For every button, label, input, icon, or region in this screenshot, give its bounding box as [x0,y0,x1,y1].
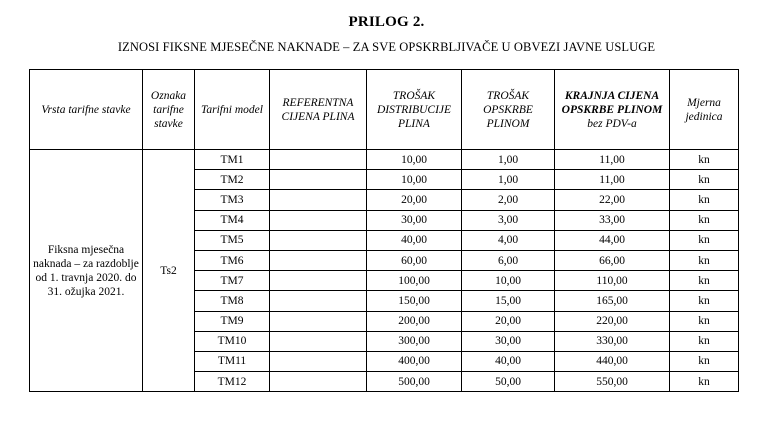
cell-referentna-cijena [270,250,367,270]
header-row [30,70,739,150]
cell-krajnja-cijena: 66,00 [555,250,670,270]
cell-krajnja-cijena: 22,00 [555,190,670,210]
cell-mjerna-jedinica: kn [670,271,739,291]
cell-trosak-opskrbe: 1,00 [462,150,555,170]
cell-referentna-cijena [270,170,367,190]
cell-referentna-cijena [270,210,367,230]
header-vrsta: Vrsta tarifne stavke [30,70,143,150]
cell-trosak-opskrbe: 10,00 [462,271,555,291]
cell-mjerna-jedinica: kn [670,230,739,250]
cell-trosak-opskrbe: 20,00 [462,311,555,331]
table-row [30,150,739,170]
header-krajnja-cijena-main: KRAJNJA CIJENA OPSKRBE PLINOM [561,89,663,116]
cell-trosak-distribucije: 30,00 [367,210,462,230]
cell-referentna-cijena [270,150,367,170]
cell-tarifni-model: TM1 [195,150,270,170]
cell-referentna-cijena [270,372,367,392]
cell-vrsta-tarifne-stavke: Fiksna mjesečna naknada – za razdoblje od 1. travnja 2020. do 31. ožujka 2021. [30,150,143,392]
cell-tarifni-model: TM11 [195,351,270,371]
cell-krajnja-cijena: 11,00 [555,170,670,190]
cell-trosak-distribucije: 10,00 [367,150,462,170]
cell-trosak-distribucije: 10,00 [367,170,462,190]
cell-referentna-cijena [270,271,367,291]
cell-krajnja-cijena: 550,00 [555,372,670,392]
cell-mjerna-jedinica: kn [670,331,739,351]
cell-tarifni-model: TM10 [195,331,270,351]
cell-mjerna-jedinica: kn [670,351,739,371]
cell-referentna-cijena [270,230,367,250]
cell-trosak-distribucije: 60,00 [367,250,462,270]
cell-referentna-cijena [270,190,367,210]
cell-tarifni-model: TM3 [195,190,270,210]
tariff-table [29,69,739,392]
cell-tarifni-model: TM2 [195,170,270,190]
cell-tarifni-model: TM7 [195,271,270,291]
cell-trosak-distribucije: 40,00 [367,230,462,250]
document-subtitle: IZNOSI FIKSNE MJESEČNE NAKNADE – ZA SVE OPSKRBLJIVAČE U OBVEZI JAVNE USLUGE [117,40,656,54]
cell-krajnja-cijena: 220,00 [555,311,670,331]
cell-trosak-distribucije: 500,00 [367,372,462,392]
cell-tarifni-model: TM12 [195,372,270,392]
cell-trosak-opskrbe: 2,00 [462,190,555,210]
cell-trosak-distribucije: 300,00 [367,331,462,351]
cell-mjerna-jedinica: kn [670,311,739,331]
cell-trosak-opskrbe: 1,00 [462,170,555,190]
cell-tarifni-model: TM4 [195,210,270,230]
cell-trosak-distribucije: 150,00 [367,291,462,311]
header-referentna-cijena: REFERENTNA CIJENA PLINA [270,70,367,150]
cell-oznaka-tarifne-stavke: Ts2 [143,150,195,392]
cell-trosak-distribucije: 400,00 [367,351,462,371]
header-mjerna-jedinica: Mjerna jedinica [670,70,739,150]
cell-trosak-opskrbe: 6,00 [462,250,555,270]
table-body [30,150,739,392]
cell-trosak-opskrbe: 50,00 [462,372,555,392]
cell-trosak-opskrbe: 30,00 [462,331,555,351]
cell-mjerna-jedinica: kn [670,150,739,170]
cell-trosak-distribucije: 20,00 [367,190,462,210]
header-trosak-opskrbe: TROŠAK OPSKRBE PLINOM [462,70,555,150]
header-trosak-distribucije: TROŠAK DISTRIBUCIJE PLINA [367,70,462,150]
cell-trosak-distribucije: 100,00 [367,271,462,291]
cell-krajnja-cijena: 44,00 [555,230,670,250]
document-title: PRILOG 2. [348,14,425,30]
cell-trosak-opskrbe: 3,00 [462,210,555,230]
cell-referentna-cijena [270,311,367,331]
header-krajnja-cijena-sub: bez PDV-a [587,117,637,130]
cell-krajnja-cijena: 33,00 [555,210,670,230]
cell-trosak-opskrbe: 15,00 [462,291,555,311]
cell-tarifni-model: TM8 [195,291,270,311]
cell-tarifni-model: TM6 [195,250,270,270]
cell-trosak-distribucije: 200,00 [367,311,462,331]
cell-mjerna-jedinica: kn [670,170,739,190]
cell-referentna-cijena [270,291,367,311]
header-oznaka: Oznaka tarifne stavke [143,70,195,150]
cell-krajnja-cijena: 165,00 [555,291,670,311]
cell-tarifni-model: TM9 [195,311,270,331]
header-krajnja-cijena [555,70,670,150]
cell-referentna-cijena [270,351,367,371]
cell-referentna-cijena [270,331,367,351]
cell-mjerna-jedinica: kn [670,190,739,210]
cell-krajnja-cijena: 110,00 [555,271,670,291]
cell-mjerna-jedinica: kn [670,210,739,230]
cell-krajnja-cijena: 330,00 [555,331,670,351]
cell-mjerna-jedinica: kn [670,291,739,311]
cell-mjerna-jedinica: kn [670,372,739,392]
cell-trosak-opskrbe: 4,00 [462,230,555,250]
cell-krajnja-cijena: 11,00 [555,150,670,170]
cell-trosak-opskrbe: 40,00 [462,351,555,371]
header-tarifni-model: Tarifni model [195,70,270,150]
table-header [30,70,739,150]
cell-mjerna-jedinica: kn [670,250,739,270]
cell-tarifni-model: TM5 [195,230,270,250]
cell-krajnja-cijena: 440,00 [555,351,670,371]
